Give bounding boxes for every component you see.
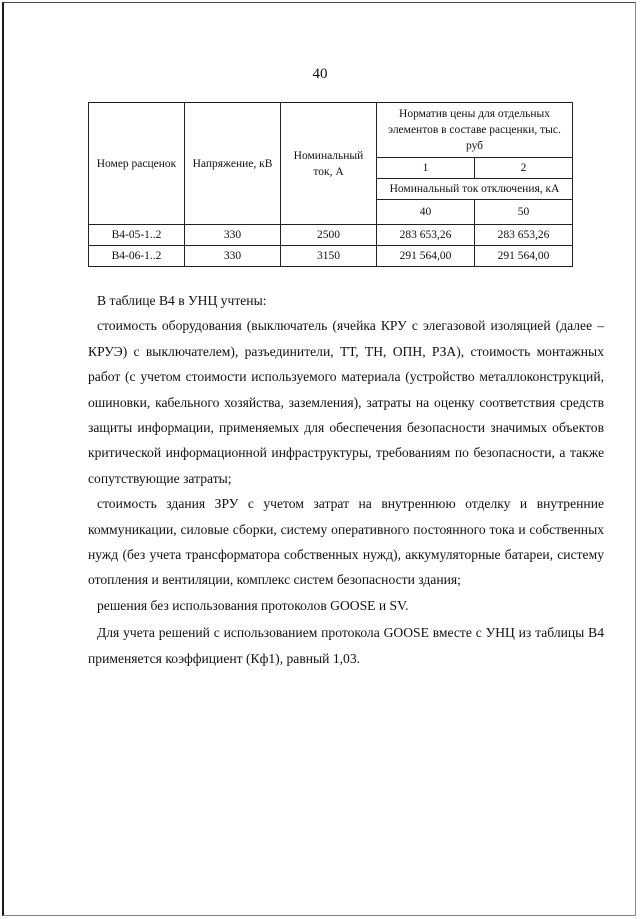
cell-number: В4-05-1..2	[89, 225, 185, 246]
cell-current: 3150	[281, 246, 377, 267]
header-current: Номинальный ток, А	[281, 103, 377, 225]
cell-price-2: 283 653,26	[475, 225, 573, 246]
list-item-protocols: решения без использования протоколов GOOSE и SV.	[97, 597, 409, 613]
header-col-index-2: 2	[475, 158, 573, 179]
header-price-norm: Норматив цены для отдельных элементов в составе расценки, тыс. руб	[377, 103, 573, 158]
cell-voltage: 330	[185, 246, 281, 267]
cell-price-1: 291 564,00	[377, 246, 475, 267]
header-voltage: Напряжение, кВ	[185, 103, 281, 225]
closing-paragraph: Для учета решений с использованием протокола GOOSE вместе с УНЦ из таблицы В4 применяется коэффициент (Кф1), равный 1,03.	[88, 625, 604, 666]
list-item-building: стоимость здания ЗРУ с учетом затрат на внутреннюю отделку и внутренние коммуникации, силовые сборки, систему оперативного постоянного тока и собственных нужд (без учета трансформатора собственных нужд), аккумуляторные батареи, систему отопления и вентиляции, комплекс систем безопасности здания;	[88, 496, 604, 588]
cell-price-2: 291 564,00	[475, 246, 573, 267]
page-number: 40	[312, 66, 328, 82]
cell-price-1: 283 653,26	[377, 225, 475, 246]
intro-paragraph: В таблице В4 в УНЦ учтены:	[97, 293, 267, 308]
header-breaking-2: 50	[475, 200, 573, 225]
header-breaking-1: 40	[377, 200, 475, 225]
list-item-equipment: стоимость оборудования (выключатель (ячейка КРУ с элегазовой изоляцией (далее – КРУЭ) с выключателем), разъединители, ТТ, ТН, ОПН, РЗА), стоимость монтажных работ (с учетом стоимости используемого материала (устройство металлоконструкций, ошиновки, кабельного хозяйства, заземления), затраты на оценку соответствия средств защиты информации, применяемых для обеспечения безопасности значимых объектов критической информационной инфраструктуры, требованиям по безопасности, а также сопутствующие затраты;	[88, 318, 604, 486]
table-row	[89, 225, 573, 246]
body-text	[88, 288, 604, 671]
header-col-index-1: 1	[377, 158, 475, 179]
rates-table	[88, 102, 573, 267]
header-number: Номер расценок	[89, 103, 185, 225]
table-row	[89, 246, 573, 267]
cell-current: 2500	[281, 225, 377, 246]
header-breaking-current: Номинальный ток отключения, кА	[377, 179, 573, 200]
cell-voltage: 330	[185, 225, 281, 246]
cell-number: В4-06-1..2	[89, 246, 185, 267]
